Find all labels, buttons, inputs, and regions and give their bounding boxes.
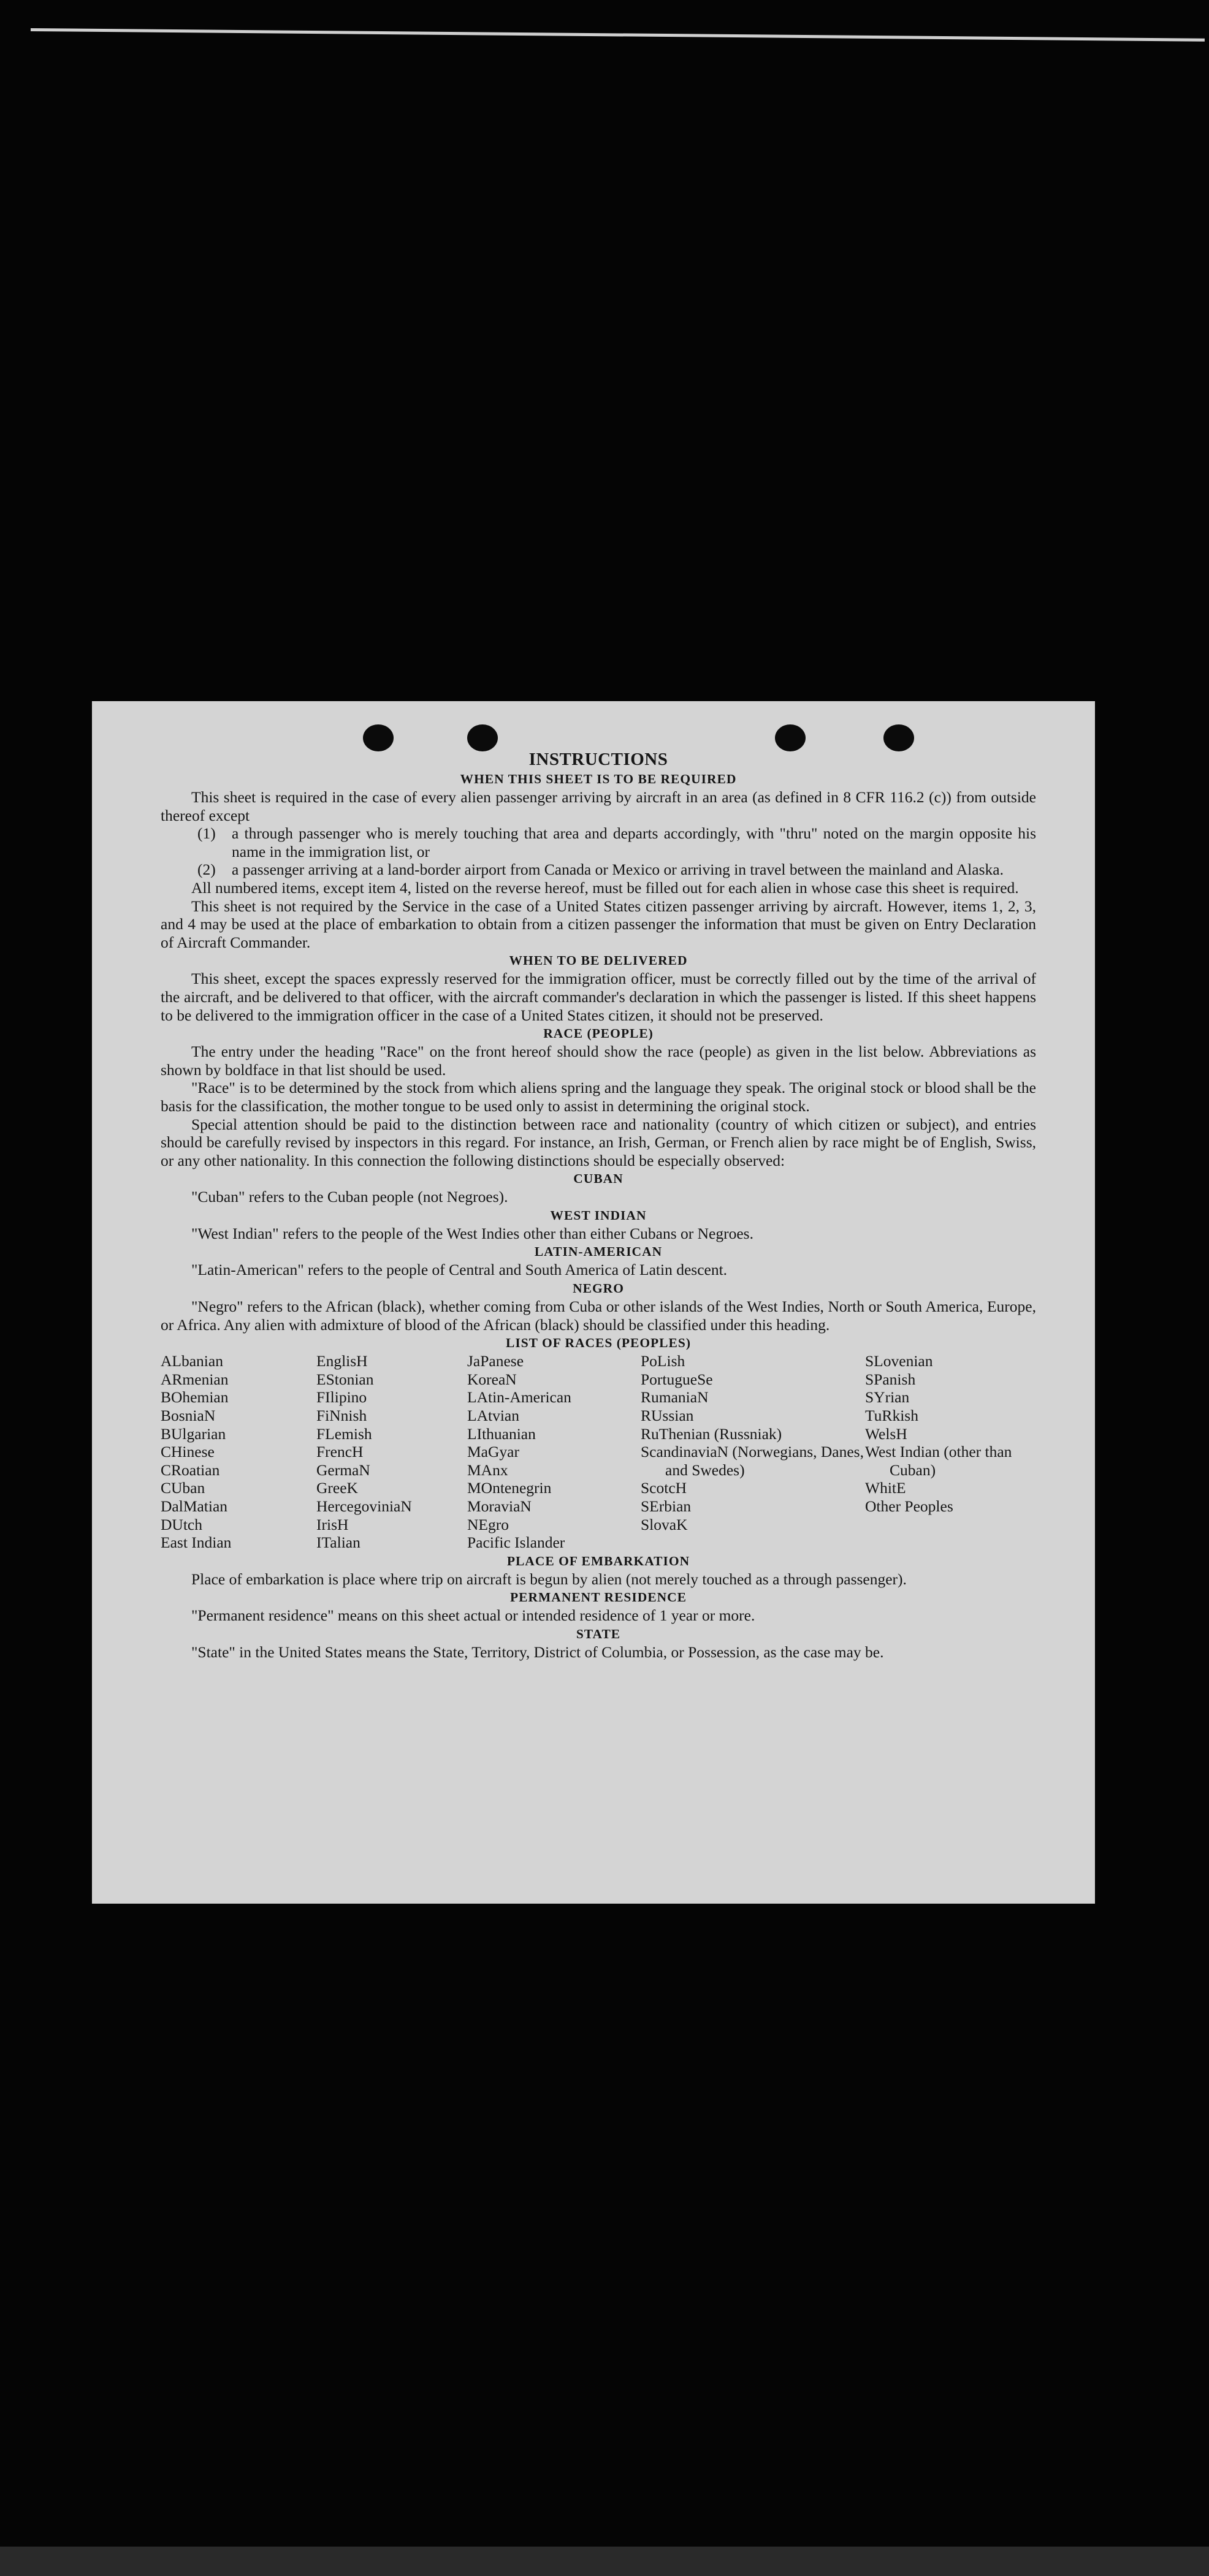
race-entry: CUban xyxy=(161,1479,205,1497)
race-entry: ALbanian xyxy=(161,1352,223,1370)
scan-edge-line xyxy=(31,28,1205,42)
race-entry: EStonian xyxy=(316,1370,374,1388)
race-entry: EnglisH xyxy=(316,1352,368,1370)
paragraph: The entry under the heading "Race" on the front hereof should show the race (people) as given in the list below. Abbreviations as shown by boldface in that list should be used. xyxy=(161,1043,1036,1079)
race-entry: CRoatian xyxy=(161,1461,220,1479)
races-column xyxy=(641,1352,865,1552)
list-item: (1) a through passenger who is merely touching that area and departs accordingly, with "thru" noted on the margin opposite his name in the immigration list, or xyxy=(197,824,1036,861)
section-heading-latin-american: LATIN-AMERICAN xyxy=(534,1244,663,1260)
race-entry: KoreaN xyxy=(467,1370,517,1388)
races-list xyxy=(161,1352,1036,1552)
race-entry: MOntenegrin xyxy=(467,1479,552,1497)
race-entry: GreeK xyxy=(316,1479,358,1497)
race-entry: NEgro xyxy=(467,1515,509,1533)
race-entry: LIthuanian xyxy=(467,1424,536,1443)
section-heading-required: WHEN THIS SHEET IS TO BE REQUIRED xyxy=(460,772,737,786)
punch-hole xyxy=(775,724,806,751)
section-heading-state: STATE xyxy=(576,1626,621,1641)
race-entry: ScotcH xyxy=(641,1479,687,1497)
race-entry: FrencH xyxy=(316,1443,364,1461)
race-entry: RuThenian (Russniak) xyxy=(641,1424,782,1443)
race-entry: FIlipino xyxy=(316,1388,367,1407)
races-column xyxy=(316,1352,467,1552)
race-entry: TuRkish xyxy=(865,1407,918,1425)
race-entry: ARmenian xyxy=(161,1370,229,1388)
race-entry: WelsH xyxy=(865,1424,907,1443)
race-entry: MaGyar xyxy=(467,1443,519,1461)
race-entry: DalMatian xyxy=(161,1497,228,1515)
race-entry: MoraviaN xyxy=(467,1497,532,1515)
paragraph: "Race" is to be determined by the stock from which aliens spring and the language they speak. The original stock or blood shall be the basis for the classification, the mother tongue to be used only to assist in determining the original stock. xyxy=(161,1079,1036,1115)
instruction-sheet xyxy=(92,701,1095,1904)
paragraph: "Latin-American" refers to the people of Central and South America of Latin descent. xyxy=(191,1261,728,1279)
paragraph: This sheet is not required by the Service in the case of a United States citizen passenger arriving by aircraft. However, items 1, 2, 3, and 4 may be used at the place of embarkation to obtain from a citizen passenger the information that must be given on Entry Declaration of Aircraft Commander. xyxy=(161,897,1036,951)
race-entry: RumaniaN xyxy=(641,1388,709,1407)
race-entry: HercegoviniaN xyxy=(316,1497,412,1515)
race-entry: GermaN xyxy=(316,1461,370,1479)
paragraph: This sheet is required in the case of every alien passenger arriving by aircraft in an area (as defined in 8 CFR 116.2 (c)) from outside thereof except xyxy=(161,788,1036,824)
list-item: (2) a passenger arriving at a land-border airport from Canada or Mexico or arriving in travel between the mainland and Alaska. xyxy=(197,861,1004,879)
race-entry: BOhemian xyxy=(161,1388,229,1407)
punch-hole xyxy=(363,724,394,751)
race-entry: WhitE xyxy=(865,1479,906,1497)
section-heading-west-indian: WEST INDIAN xyxy=(550,1207,647,1223)
race-entry: JaPanese xyxy=(467,1352,524,1370)
race-entry: LAtin-American xyxy=(467,1388,571,1407)
race-entry: ScandinaviaN (Norwegians, Danes, and Swedes) xyxy=(641,1443,864,1479)
race-entry: BosniaN xyxy=(161,1407,216,1425)
races-column xyxy=(865,1352,1031,1552)
scan-bottom-band xyxy=(0,2547,1209,2576)
punch-hole xyxy=(883,724,914,751)
paragraph: "Permanent residence" means on this sheet actual or intended residence of 1 year or more. xyxy=(191,1606,755,1625)
race-entry: Other Peoples xyxy=(865,1497,953,1515)
race-entry: SlovaK xyxy=(641,1515,688,1533)
section-heading-race: RACE (PEOPLE) xyxy=(543,1026,654,1041)
paragraph: Special attention should be paid to the distinction between race and nationality (country of which citizen or subject), and entries should be carefully revised by inspectors in this regard. For instance, an Irish, German, or French alien by race might be of English, Swiss, or any other nationality. In this connection the following distinctions should be especially observed: xyxy=(161,1115,1036,1169)
section-heading-residence: PERMANENT RESIDENCE xyxy=(510,1590,687,1605)
race-entry: PoLish xyxy=(641,1352,685,1370)
race-entry: RUssian xyxy=(641,1407,694,1425)
race-entry: SLovenian xyxy=(865,1352,933,1370)
punch-hole xyxy=(467,724,498,751)
race-entry: PortugueSe xyxy=(641,1370,713,1388)
section-heading-embarkation: PLACE OF EMBARKATION xyxy=(506,1553,690,1568)
races-column xyxy=(161,1352,316,1552)
section-heading-cuban: CUBAN xyxy=(573,1171,624,1187)
races-column xyxy=(467,1352,641,1552)
race-entry: West Indian (other than Cuban) xyxy=(865,1443,1012,1479)
race-entry: DUtch xyxy=(161,1515,202,1533)
race-entry: IrisH xyxy=(316,1515,349,1533)
race-entry: LAtvian xyxy=(467,1407,519,1425)
race-entry: SPanish xyxy=(865,1370,916,1388)
race-entry: CHinese xyxy=(161,1443,215,1461)
section-heading-races-list: LIST OF RACES (PEOPLES) xyxy=(506,1335,691,1351)
section-heading-delivered: WHEN TO BE DELIVERED xyxy=(509,953,688,968)
section-heading-negro: NEGRO xyxy=(573,1281,624,1296)
race-entry: ITalian xyxy=(316,1533,360,1552)
race-entry: East Indian xyxy=(161,1533,232,1552)
race-entry: FLemish xyxy=(316,1424,372,1443)
paragraph: This sheet, except the spaces expressly reserved for the immigration officer, must be correctly filled out by the time of the arrival of the aircraft, and be delivered to that officer, with the aircraft commander's declaration in which the passenger is listed. If this sheet happens to be delivered to the immigration officer in the case of a United States citizen, it should not be preserved. xyxy=(161,970,1036,1024)
paragraph: All numbered items, except item 4, listed on the reverse hereof, must be filled out for each alien in whose case this sheet is required. xyxy=(191,878,1019,897)
race-entry: SErbian xyxy=(641,1497,692,1515)
race-entry: FiNnish xyxy=(316,1407,367,1425)
paragraph: "State" in the United States means the State, Territory, District of Columbia, or Possession, as the case may be. xyxy=(191,1643,884,1661)
paragraph: Place of embarkation is place where trip on aircraft is begun by alien (not merely touched as a through passenger). xyxy=(191,1570,907,1588)
race-entry: MAnx xyxy=(467,1461,508,1479)
paragraph: "Negro" refers to the African (black), whether coming from Cuba or other islands of the West Indies, North or South America, Europe, or Africa. Any alien with admixture of blood of the African (black) should be classified under this heading. xyxy=(161,1297,1036,1334)
page-title: INSTRUCTIONS xyxy=(528,750,668,769)
paragraph: "West Indian" refers to the people of the West Indies other than either Cubans or Negroes. xyxy=(191,1224,753,1242)
race-entry: SYrian xyxy=(865,1388,910,1407)
paragraph: "Cuban" refers to the Cuban people (not Negroes). xyxy=(191,1188,508,1206)
race-entry: Pacific Islander xyxy=(467,1533,565,1552)
race-entry: BUlgarian xyxy=(161,1424,226,1443)
